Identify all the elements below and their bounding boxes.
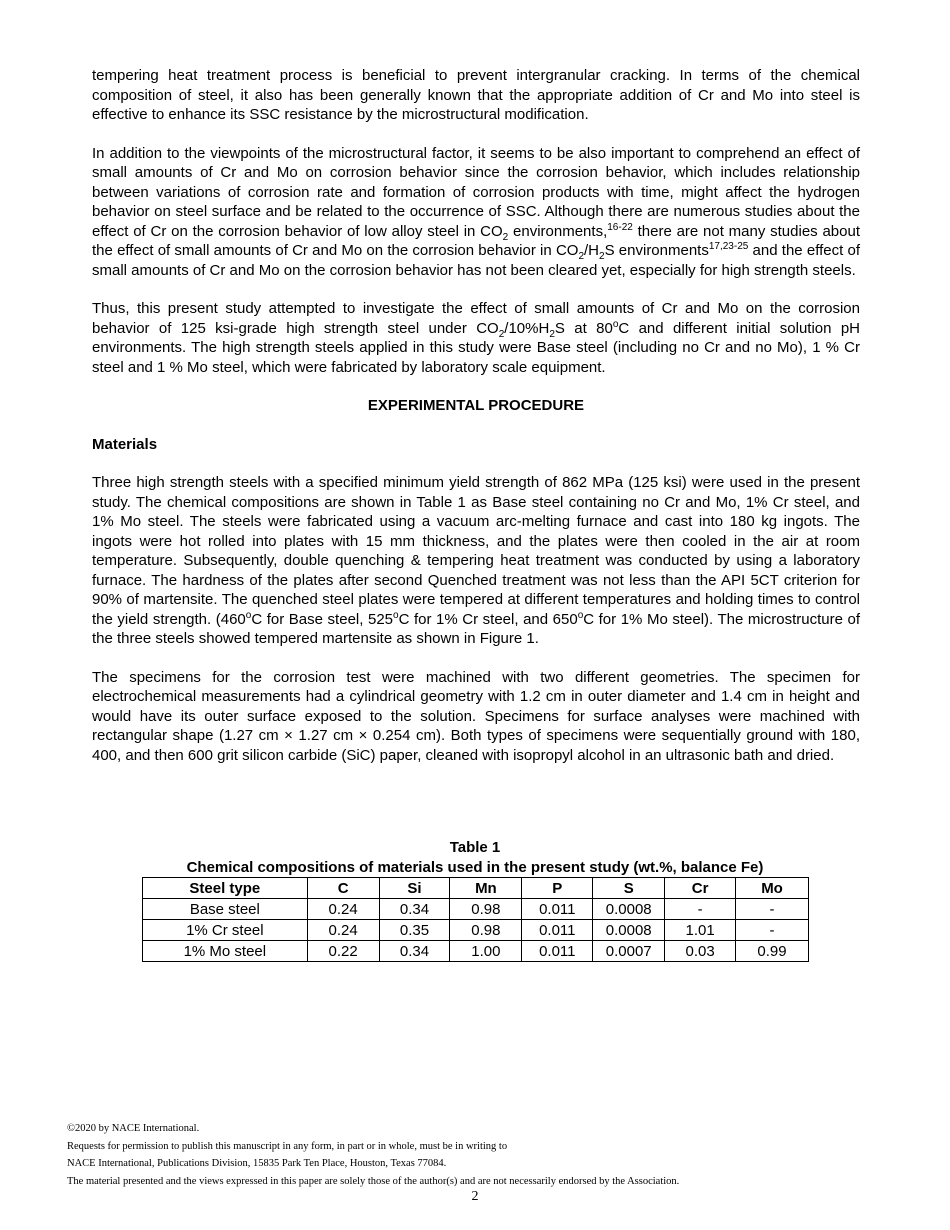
table-cell: 0.011 (522, 899, 593, 920)
paragraph-5: The specimens for the corrosion test were machined with two different geometries. The specimen for electrochemical measurements had a cylindrical geometry with 1.2 cm in outer diameter and 1.4 cm in height and would have its outer surface exposed to the solution. Specimens for surface analyses were machined with rectangular shape (1.27 cm × 1.27 cm × 0.254 cm). Both types of specimens were sequentially ground with 180, 400, and then 600 grit silicon carbide (SiC) paper, cleaned with isopropyl alcohol in an ultrasonic bath and dried. (92, 668, 860, 764)
table-cell: - (736, 899, 809, 920)
table-cell: 0.34 (379, 899, 450, 920)
section-heading: EXPERIMENTAL PROCEDURE (367, 397, 585, 414)
table-header-cell: C (307, 878, 379, 899)
table-header-cell: Steel type (143, 878, 308, 899)
footer-line: The material presented and the views expressed in this paper are solely those of the author(s) and are not necessarily endorsed by the Association. (67, 1175, 680, 1187)
composition-table (142, 877, 809, 962)
table-header-row (143, 878, 809, 899)
table-cell: 0.34 (379, 941, 450, 962)
table-cell: 0.011 (522, 920, 593, 941)
table-cell: 1% Mo steel (143, 941, 308, 962)
table-header-cell: Si (379, 878, 450, 899)
table-cell: 0.0008 (593, 920, 665, 941)
table-row (143, 920, 809, 941)
copyright-footer (67, 1120, 679, 1190)
table-header-cell: S (593, 878, 665, 899)
table-cell: 1% Cr steel (143, 920, 308, 941)
footer-line: Requests for permission to publish this manuscript in any form, in part or in whole, must be in writing to (67, 1140, 508, 1152)
table-cell: 0.0007 (593, 941, 665, 962)
table-header-cell: P (522, 878, 593, 899)
table-header-cell: Mo (736, 878, 809, 899)
paragraph-2: In addition to the viewpoints of the microstructural factor, it seems to be also important to comprehend an effect of small amounts of Cr and Mo on corrosion behavior since the corrosion behavior, which includes relationship between variations of corrosion rate and formation of corrosion products with time, might affect the hydrogen behavior on steel surface and be related to the occurrence of SSC. Although there are numerous studies about the effect of Cr on the corrosion behavior of low alloy steel in $CO_2$ environments,$^{16-22}$ there are not many studies about the effect of small amounts of Cr and Mo on the corrosion behavior in $CO_2/H_2S$ environments$^{17,23-25}$ and the effect of small amounts of Cr and Mo on the corrosion behavior has not been cleared yet, especially for high strength steels. (92, 144, 860, 279)
table-cell: 0.35 (379, 920, 450, 941)
table-header-cell: Mn (450, 878, 522, 899)
table-caption: Chemical compositions of materials used in the present study (wt.%, balance Fe) (186, 859, 764, 876)
page-number: 2 (471, 1189, 479, 1204)
subsection-heading: Materials (92, 435, 158, 453)
table-label: Table 1 (449, 839, 501, 856)
paragraph-3: Thus, this present study attempted to investigate the effect of small amounts of Cr and Mo on the corrosion behavior of 125 ksi-grade high strength steel under $CO_2/10\%H_2S$ at 80$^o$C and different initial solution pH environments. The high strength steels applied in this study were Base steel (including no Cr and no Mo), 1 % Cr steel and 1 % Mo steel, which were fabricated by laboratory scale equipment. (92, 300, 861, 376)
table-cell: - (736, 920, 809, 941)
table-cell: 0.98 (450, 920, 522, 941)
table-cell: 1.00 (450, 941, 522, 962)
table-row (143, 941, 809, 962)
table-cell: 0.22 (307, 941, 379, 962)
table-header-cell: Cr (665, 878, 736, 899)
paragraph-4: Three high strength steels with a specified minimum yield strength of 862 MPa (125 ksi) were used in the present study. The chemical compositions are shown in Table 1 as Base steel containing no Cr and Mo, 1% Cr steel, and 1% Mo steel. The steels were fabricated using a vacuum arc-melting furnace and cast into 180 kg ingots. The ingots were hot rolled into plates with 15 mm thickness, and the plates were then cooled in the air at room temperature. Subsequently, double quenching & tempering heat treatment was conducted by using a laboratory furnace. The hardness of the plates after second Quenched treatment was not less than the API 5CT criterion for 90% of martensite. The quenched steel plates were tempered at different temperatures and holding times to control the yield strength. (460$^o$C for Base steel, 525$^o$C for 1% Cr steel, and 650$^o$C for 1% Mo steel). The microstructure of the three steels showed tempered martensite as shown in Figure 1. (92, 474, 860, 647)
footer-line: NACE International, Publications Division, 15835 Park Ten Place, Houston, Texas 77084. (67, 1158, 447, 1169)
table-cell: 0.24 (307, 899, 379, 920)
paragraph-1: tempering heat treatment process is beneficial to prevent intergranular cracking. In terms of the chemical composition of steel, it also has been generally known that the appropriate addition of Cr and Mo into steel is effective to enhance its SSC resistance by the microstructural modification. (92, 67, 860, 123)
page-body (92, 66, 860, 765)
table-cell: 0.99 (736, 941, 809, 962)
table-cell: - (665, 899, 736, 920)
table-cell: 0.24 (307, 920, 379, 941)
table-row (143, 899, 809, 920)
table-cell: Base steel (143, 899, 308, 920)
table-cell: 0.03 (665, 941, 736, 962)
table-cell: 0.0008 (593, 899, 665, 920)
table-cell: 0.98 (450, 899, 522, 920)
footer-line: ©2020 by NACE International. (67, 1123, 200, 1134)
table-cell: 1.01 (665, 920, 736, 941)
table-cell: 0.011 (522, 941, 593, 962)
